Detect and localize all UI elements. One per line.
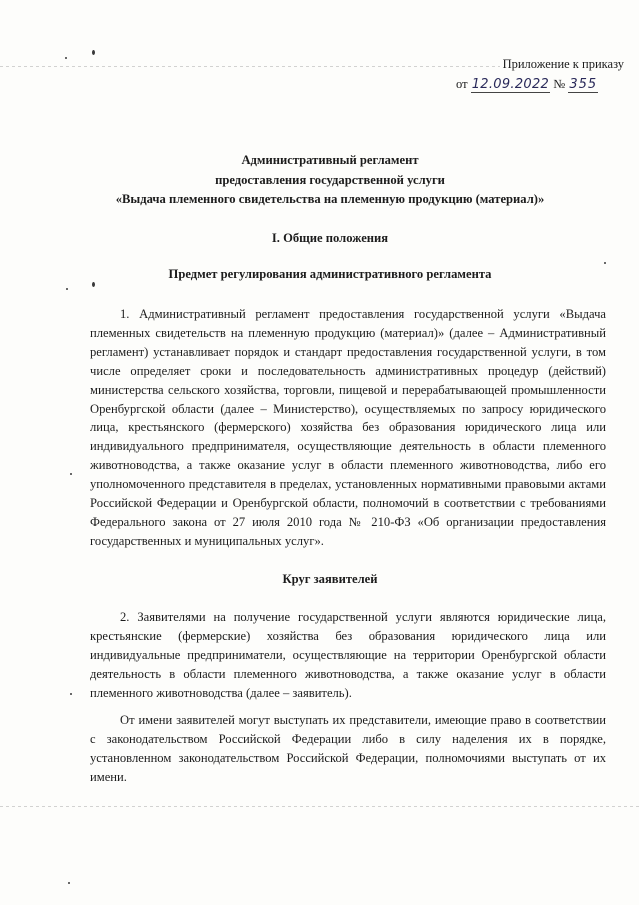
paragraph-1-text: 1. Административный регламент предоставления государственной услуги «Выдача племенных свидетельств на племенную продукцию (материал)» (далее – Административный регламент) устанавливает порядок и стандарт предоставления государственной услуги, в том числе определяет сроки и последовательность административных процедур (действий) министерства сельского хозяйства, торговли, пищевой и перерабатывающей промышленности Оренбургской области (далее – Министерство), осуществляемых по запросу юридического лица, крестьянского (фермерского) хозяйства без образования юридического лица или индивидуального предпринимателя, осуществляющие деятельность в области племенного животноводства, а также оказание услуг в области племенного животноводства, либо его уполномоченного представителя в пределах, установленных нормативными правовыми актами Российской Федерации и Оренбургской области, полномочий в соответствии с требованиями Федерального закона от 27 июля 2010 года № 210-ФЗ «Об организации предоставления государственных и муниципальных услуг».	[90, 307, 606, 548]
document-title-line-3: «Выдача племенного свидетельства на племенную продукцию (материал)»	[115, 192, 545, 206]
order-reference	[438, 74, 628, 95]
document-title-line-1: Административный регламент	[241, 153, 419, 167]
from-label: от	[456, 77, 468, 91]
scan-speck	[92, 50, 95, 55]
number-label: №	[553, 77, 566, 91]
subheading-subject: Предмет регулирования административного регламента	[168, 267, 492, 281]
document-title-line-2: предоставления государственной услуги	[215, 173, 445, 187]
scan-line	[0, 806, 639, 807]
section-heading: I. Общие положения	[271, 231, 389, 245]
subheading-applicants: Круг заявителей	[282, 572, 378, 586]
scan-speck	[66, 288, 68, 290]
scan-speck	[604, 262, 606, 264]
scan-line	[0, 66, 500, 67]
paragraph-3-text: От имени заявителей могут выступать их представители, имеющие право в соответствии с законодательством Российской Федерации либо в силу наделения их в порядке, установленном законодательством Российской Федерации, полномочиями выступать от их имени.	[90, 713, 606, 784]
handwritten-date: 12.09.2022	[471, 77, 550, 92]
scan-speck	[68, 882, 70, 884]
paragraph-2-text: 2. Заявителями на получение государственной услуги являются юридические лица, крестьянские (фермерские) хозяйства без образования юридического лица или индивидуальные предприниматели, осуществляющие на территории Оренбургской области деятельность в области племенного животноводства, а также оказание услуг в области племенного животноводства (далее – заявитель).	[90, 610, 606, 700]
scan-speck	[70, 473, 72, 475]
handwritten-number: 355	[569, 77, 598, 92]
annex-header	[438, 54, 628, 95]
paragraph-3	[90, 711, 606, 787]
paragraph-2	[90, 608, 606, 703]
annex-label: Приложение к приказу	[502, 57, 624, 71]
paragraph-1	[90, 305, 606, 551]
scan-speck	[70, 693, 72, 695]
scan-speck	[65, 57, 67, 59]
